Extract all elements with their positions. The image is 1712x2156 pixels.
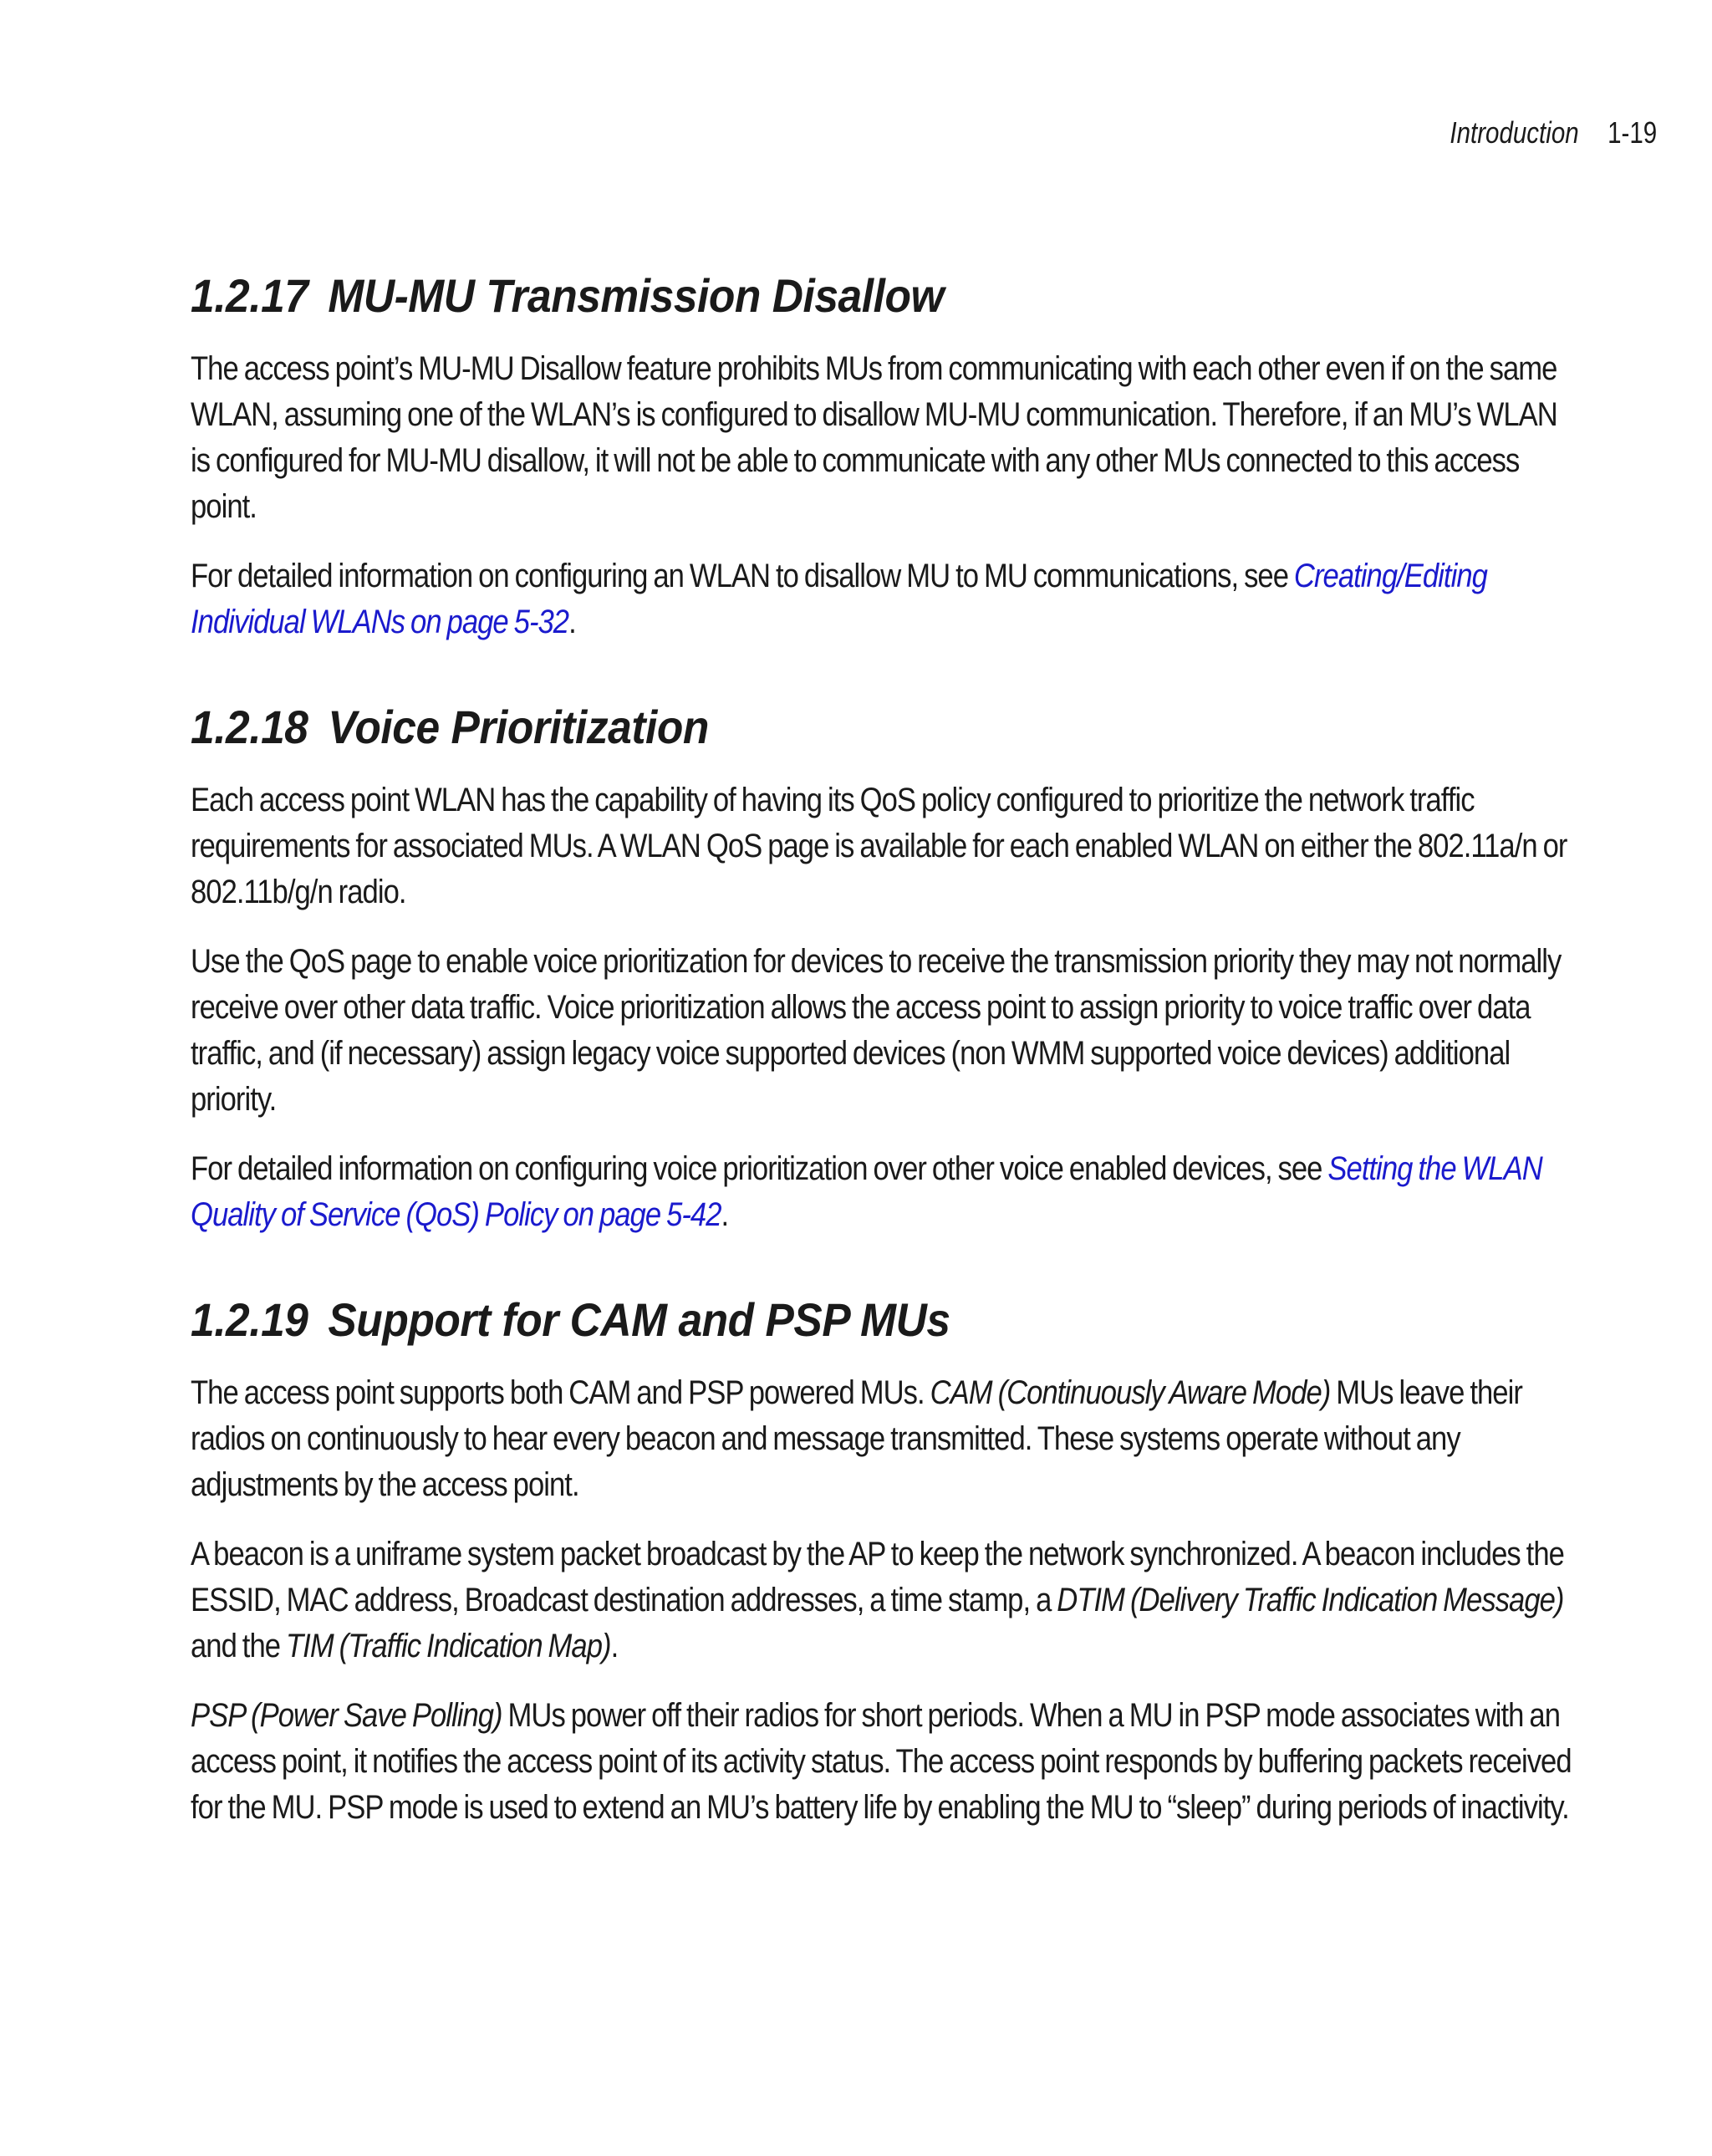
section-mu-mu-transmission-disallow [191,264,1578,645]
paragraph-text: and the [191,1628,286,1664]
paragraph-text: Use the QoS page to enable voice prioritization for devices to receive the transmission priority they may not normally receive over other data traffic. Voice prioritization allows the access point to assign priority to voice traffic over data traffic, and (if necessary) assign legacy voice supported devices (non WMM supported voice devices) additional priority. [191,943,1562,1118]
header-section-name: Introduction [1450,115,1579,150]
section-number: 1.2.17 [191,269,308,322]
emphasized-term: TIM (Traffic Indication Map) [285,1628,611,1664]
paragraph-text: . [610,1628,619,1664]
section-heading [191,1288,1467,1352]
paragraph-text: A beacon is a uniframe system packet broadcast by the AP to keep the network synchronized. A beacon includes the ESSID, MAC address, Broadcast destination addresses, a time stamp, a [191,1536,1564,1618]
header-page-number: 1-19 [1607,115,1657,150]
paragraph-text: The access point’s MU-MU Disallow feature prohibits MUs from communicating with each other even if on the same WLAN, assuming one of the WLAN’s is configured to disallow MU-MU communication. Therefore, if an MU’s WLAN is configured for MU-MU disallow, it will not be able to communicate with any other MUs connected to this access point. [191,350,1557,525]
emphasized-term: PSP (Power Save Polling) [191,1697,502,1734]
section-number: 1.2.18 [191,701,308,753]
paragraph [191,777,1579,915]
paragraph [191,346,1579,530]
paragraph [191,1146,1579,1238]
running-header [1450,115,1657,150]
paragraph-text: . [568,604,576,640]
emphasized-term: CAM (Continuously Aware Mode) [930,1374,1331,1411]
section-support-cam-psp [191,1288,1578,1831]
paragraph [191,1370,1579,1508]
section-number: 1.2.19 [191,1293,308,1346]
cross-reference-link[interactable]: Setting the WLAN Quality of Service (QoS) Policy on page 5-42 [191,1150,1542,1233]
section-title: Support for CAM and PSP MUs [328,1293,950,1346]
paragraph-text: Each access point WLAN has the capability of having its QoS policy configured to prioritize the network traffic requirements for associated MUs. A WLAN QoS page is available for each enabled WLAN on either the 802.11a/n or 802.11b/g/n radio. [191,782,1567,910]
paragraph [191,1532,1579,1669]
paragraph-text: MUs leave their radios on continuously to hear every beacon and message transmitted. These systems operate without any adjustments by the access point. [191,1374,1522,1503]
paragraph [191,1693,1579,1831]
paragraph-text: The access point supports both CAM and PSP powered MUs. [191,1374,930,1411]
paragraph-text: For detailed information on configuring an WLAN to disallow MU to MU communications, see [191,558,1294,594]
section-title: Voice Prioritization [328,701,709,753]
emphasized-term: DTIM (Delivery Traffic Indication Message) [1057,1582,1564,1618]
section-heading [191,264,1467,328]
paragraph-text: . [721,1196,729,1233]
paragraph [191,553,1579,645]
section-voice-prioritization [191,696,1578,1238]
section-title: MU-MU Transmission Disallow [328,269,945,322]
paragraph [191,939,1579,1123]
section-heading [191,696,1467,759]
paragraph-text: MUs power off their radios for short periods. When a MU in PSP mode associates with an access point, it notifies the access point of its activity status. The access point responds by buffering packets received for the MU. PSP mode is used to extend an MU’s battery life by enabling the MU to “sleep” during periods of inactivity. [191,1697,1572,1826]
paragraph-text: For detailed information on configuring voice prioritization over other voice enabled devices, see [191,1150,1328,1187]
page-body [191,264,1578,1881]
cross-reference-link[interactable]: Creating/Editing Individual WLANs on page 5-32 [191,558,1487,640]
